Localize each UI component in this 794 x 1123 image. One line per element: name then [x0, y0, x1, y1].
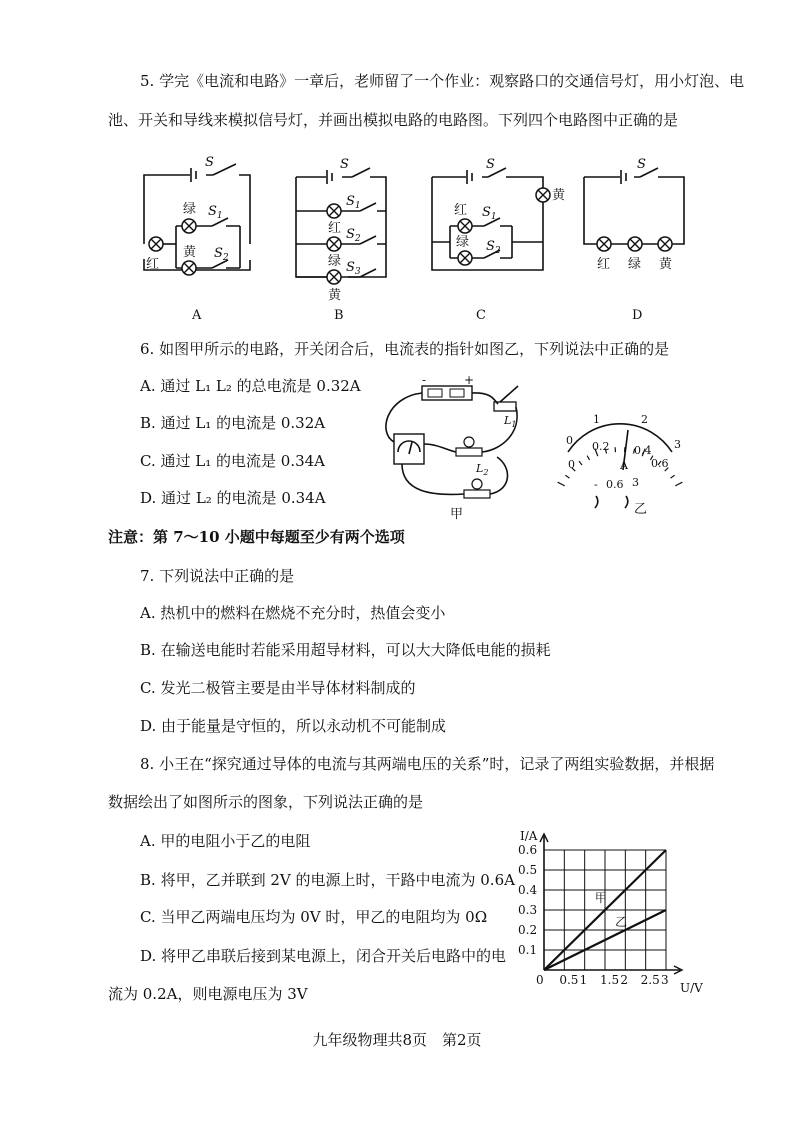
switch-s-label: S: [205, 155, 214, 170]
lamp-icon: [327, 270, 341, 284]
circuit-c: [432, 157, 566, 323]
x-tick-label: 1.5: [600, 973, 620, 987]
switch-s1-label: $S_1$: [346, 194, 361, 211]
meter-bottom-tick-2: 0.6: [651, 457, 669, 470]
x-tick-label: 1: [579, 973, 588, 987]
q5-circuit-diagrams: [0, 0, 794, 330]
lamp-green-label: 绿: [183, 202, 197, 217]
meter-tick: [558, 482, 565, 486]
meter-tick: [565, 475, 569, 478]
x-tick-label: 0.5: [559, 973, 579, 987]
diagram-b-label: B: [334, 308, 344, 323]
y-tick-label: 0.1: [518, 943, 538, 957]
q7-option-d: D. 由于能量是守恒的，所以永动机不可能制成: [140, 717, 447, 735]
x-axis-label: U/V: [680, 981, 703, 995]
meter-tick: [579, 461, 582, 465]
lamp-red-label: 红: [146, 257, 160, 272]
q7-option-c: C. 发光二极管主要是由半导体材料制成的: [140, 679, 416, 697]
y-tick-label: 0.4: [518, 883, 538, 897]
iu-graph: [510, 826, 710, 996]
diagram-a-label: A: [192, 308, 202, 323]
q6-option-a: A. 通过 L₁ L₂ 的总电流是 0.32A: [140, 377, 361, 395]
figure-yi-caption: 乙: [634, 502, 648, 517]
lamp-icon: [658, 237, 672, 251]
meter-top-tick-2: 2: [641, 413, 648, 426]
circuit-d: [584, 157, 684, 323]
lamp-red-label: 红: [454, 203, 468, 218]
q8-option-b: B. 将甲，乙并联到 2V 的电源上时，干路中电流为 0.6A: [140, 871, 515, 889]
circuit-a: [144, 155, 250, 323]
q5-stem-line2: 池、开关和导线来模拟信号灯，并画出模拟电路的电路图。下列四个电路图中正确的是: [108, 111, 679, 129]
lamp-icon: [182, 261, 196, 275]
q8-option-c: C. 当甲乙两端电压均为 0V 时，甲乙的电阻均为 0Ω: [140, 908, 488, 926]
page-footer: 九年级物理共8页 第2页: [312, 1031, 482, 1049]
battery-plus: +: [464, 373, 475, 387]
lamp-icon: [327, 237, 341, 251]
meter-top-tick-3: 3: [674, 438, 681, 451]
lamp-icon: [458, 251, 472, 265]
diagram-c-label: C: [476, 308, 486, 323]
switch-s2-label: $S_2$: [214, 246, 229, 263]
q8-option-d-continued: 流为 0.2A，则电源电压为 3V: [108, 985, 308, 1003]
y-tick-label: 0.5: [518, 863, 538, 877]
x-tick-label: 2: [620, 973, 628, 987]
lamp-icon: [597, 237, 611, 251]
terminal-3: 3: [632, 476, 639, 489]
lamp-icon: [327, 204, 341, 218]
series-label-jia: 甲: [594, 891, 607, 905]
meter-top-tick-1: 1: [593, 413, 600, 426]
multi-choice-note: 注意：第 7～10 小题中每题至少有两个选项: [108, 528, 405, 546]
lamp-yellow-label: 黄: [659, 257, 673, 272]
q8-option-d: D. 将甲乙串联后接到某电源上，闭合开关后电路中的电: [140, 947, 507, 965]
y-tick-label: 0.2: [518, 923, 538, 937]
lamp-yellow-label: 黄: [552, 188, 566, 203]
lamp-icon: [182, 219, 196, 233]
q7-stem: 7. 下列说法中正确的是: [140, 567, 295, 585]
x-tick-label: 3: [661, 973, 669, 987]
terminal-minus: -: [594, 478, 598, 491]
switch-s1-label: $S_1$: [482, 205, 497, 222]
switch-s-label: S: [637, 157, 646, 172]
switch-s3-label: $S_3$: [346, 260, 361, 277]
q6-stem: 6. 如图甲所示的电路，开关闭合后，电流表的指针如图乙，下列说法中正确的是: [140, 340, 670, 358]
q6-option-b: B. 通过 L₁ 的电流是 0.32A: [140, 414, 326, 432]
terminal-0-6: 0.6: [606, 478, 624, 491]
q7-option-b: B. 在输送电能时若能采用超导材料，可以大大降低电能的损耗: [140, 641, 551, 659]
series-label-yi: 乙: [615, 915, 628, 929]
q6-option-c: C. 通过 L₁ 的电流是 0.34A: [140, 452, 326, 470]
lamp-yellow-label: 黄: [328, 288, 342, 303]
lamp-icon: [458, 219, 472, 233]
l1-label: $L_1$: [504, 414, 517, 429]
y-axis-label: I/A: [520, 829, 538, 843]
q5-stem-line1: 5. 学完《电流和电路》一章后，老师留了一个作业：观察路口的交通信号灯，用小灯泡、电: [140, 72, 745, 90]
l2-label: $L_2$: [476, 462, 489, 477]
circuit-b: [296, 157, 386, 323]
switch-s2-label: $S_2$: [346, 227, 361, 244]
lamp-icon: [149, 237, 163, 251]
switch-s2-label: $S_2$: [486, 239, 501, 256]
switch-s1-label: $S_1$: [208, 204, 223, 221]
lamp-icon: [628, 237, 642, 251]
meter-top-tick-0: 0: [566, 434, 573, 447]
q8-option-a: A. 甲的电阻小于乙的电阻: [140, 832, 311, 850]
meter-tick: [675, 482, 682, 486]
meter-bottom-tick-0: 0.2: [592, 440, 610, 453]
meter-tick: [671, 475, 675, 478]
meter-bottom-tick-1: 0.4: [634, 444, 652, 457]
diagram-d-label: D: [632, 308, 643, 323]
x-tick-label: 2.5: [640, 973, 660, 987]
battery-minus: -: [422, 373, 427, 387]
q8-stem-line2: 数据绘出了如图所示的图象，下列说法正确的是: [108, 793, 424, 811]
lamp-green-label: 绿: [328, 254, 342, 269]
lamp-green-label: 绿: [628, 257, 642, 272]
meter-tick: [587, 456, 589, 460]
meter-zero-inner: 0: [568, 458, 575, 471]
switch-s-label: S: [340, 157, 349, 172]
switch-s-label: S: [486, 157, 495, 172]
q8-stem-line1: 8. 小王在“探究通过导体的电流与其两端电压的关系”时，记录了两组实验数据，并根据: [140, 755, 715, 773]
x-tick-label: 0: [536, 973, 544, 987]
q6-option-d: D. 通过 L₂ 的电流是 0.34A: [140, 489, 326, 507]
meter-unit: A: [620, 459, 628, 472]
lamp-icon: [536, 188, 550, 202]
q6-figure-yi: [548, 410, 688, 520]
lamp-red-label: 红: [328, 221, 342, 236]
q6-figure-jia: [372, 372, 552, 522]
y-tick-label: 0.6: [518, 843, 538, 857]
lamp-red-label: 红: [597, 257, 611, 272]
lamp-yellow-label: 黄: [183, 245, 197, 260]
lamp-green-label: 绿: [456, 235, 470, 250]
figure-jia-caption: 甲: [450, 507, 464, 522]
y-tick-label: 0.3: [518, 903, 538, 917]
q7-option-a: A. 热机中的燃料在燃烧不充分时，热值会变小: [140, 604, 446, 622]
